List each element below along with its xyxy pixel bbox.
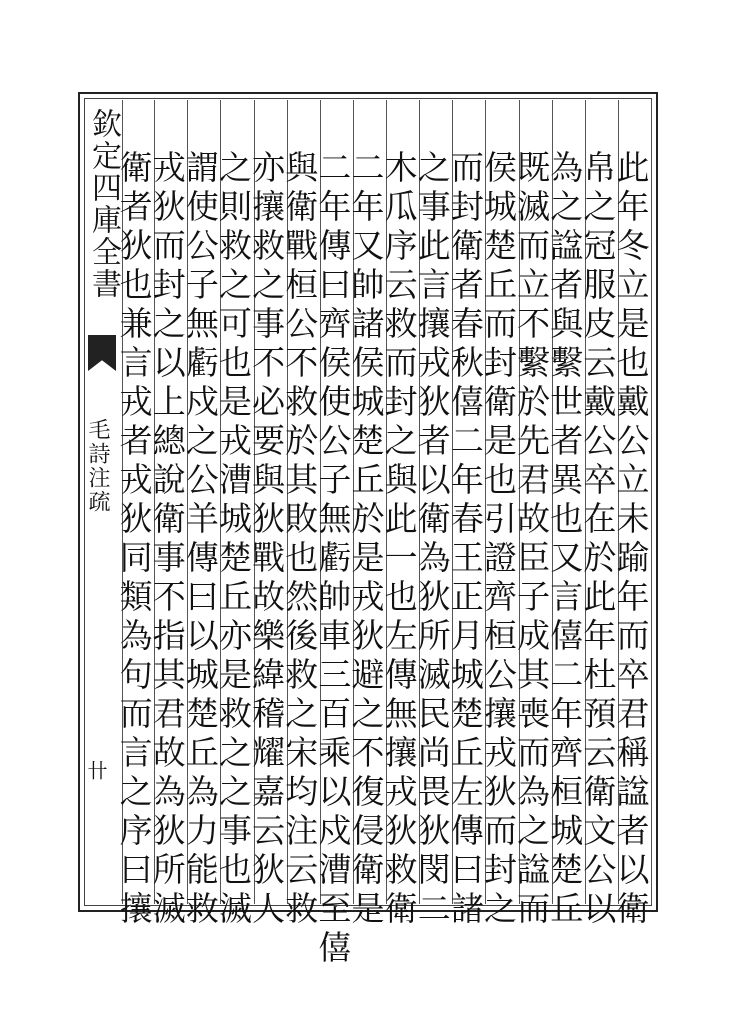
text-column: 而封衛者春秋僖二年春王正月城楚丘左傳曰諸 bbox=[445, 150, 485, 930]
text-column: 二年又帥諸侯城楚丘於是戎狄避之不復侵衛是 bbox=[346, 150, 386, 930]
text-column: 此年冬立是也戴公立未踰年而卒君稱諡者以衛 bbox=[611, 150, 651, 930]
column-rule bbox=[651, 100, 652, 904]
text-column: 與衛戰桓公不救於其敗也然後救之宋均注云救 bbox=[280, 150, 320, 930]
text-column: 戎狄而封之以上總說衛事不指其君故為狄所滅 bbox=[147, 150, 187, 930]
text-column: 二年傳曰齊侯使公子無虧帥車三百乘以戍漕至僖 bbox=[313, 150, 353, 969]
text-column: 謂使公子無虧戍之公羊傳曰以城楚丘為力能救 bbox=[180, 150, 220, 930]
text-column: 亦攘救之事不必要與狄戰故樂緯稽耀嘉云狄人 bbox=[247, 150, 287, 930]
text-column: 之則救之可也是戎漕城楚丘亦是救之之事也滅 bbox=[213, 150, 253, 930]
text-column: 侯城楚丘而封衛是也引證齊桓公攘戎狄而封之 bbox=[478, 150, 518, 930]
text-column: 木瓜序云救而封之與此一也左傳無攘戎狄救衛 bbox=[379, 150, 419, 930]
text-column: 既滅而立不繫於先君故臣子成其喪而為之諡而 bbox=[512, 150, 552, 930]
text-column: 帛之冠服皮云戴公卒在於此年杜預云衛文公以 bbox=[578, 150, 618, 930]
text-column: 為之諡者與繫世者異也又言僖二年齊桓城楚丘 bbox=[545, 150, 585, 930]
text-column: 衛者狄也兼言戎者戎狄同類為句而言之序曰攘 bbox=[114, 150, 154, 930]
text-column: 之事此言攘戎狄者以衛為狄所滅民尚畏狄閔二 bbox=[412, 150, 452, 930]
section-title: 毛詩注疏 bbox=[85, 418, 110, 514]
page-number: 卄 bbox=[84, 760, 108, 782]
book-title: 欽定四庫全書 bbox=[86, 108, 121, 300]
